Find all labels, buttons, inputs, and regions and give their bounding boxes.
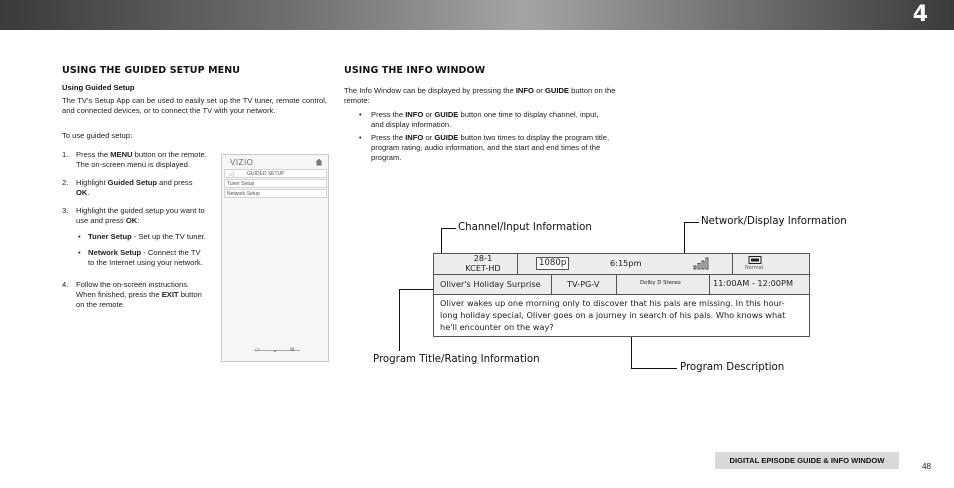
- tv-screen-illustration: [221, 154, 329, 362]
- callout-channel-input: Channel/Input Information: [458, 222, 592, 233]
- gear-icon: ⚙: [290, 347, 295, 353]
- sub-network-setup: • Network Setup - Connect the TV to the Internet using your network.: [78, 248, 203, 267]
- leader-channel-h: [441, 228, 456, 229]
- audio-format: Dolby D Stereo: [640, 280, 681, 286]
- tv-menu-topbar: [222, 155, 328, 169]
- vizio-logo: VIZIO: [230, 158, 254, 167]
- step-2: 2. Highlight Guided Setup and press OK.: [62, 178, 193, 197]
- info-window-heading: USING THE INFO WINDOW: [344, 65, 486, 76]
- program-rating: TV-PG-V: [567, 279, 600, 289]
- resolution-badge: 1080p: [536, 257, 569, 270]
- info-window-panel: [433, 253, 810, 337]
- guided-setup-intro: The TV's Setup App can be used to easily set up the TV tuner, remote control, and connected devices, or to connect the TV with your network.: [62, 96, 327, 115]
- info-window-bullets: [355, 107, 613, 163]
- home-icon: [315, 158, 323, 166]
- guided-setup-subheading: Using Guided Setup: [62, 83, 135, 92]
- tv-menu-footer: [254, 347, 300, 358]
- chapter-header-bar: [0, 0, 954, 30]
- callout-program-title-rating: Program Title/Rating Information: [373, 354, 540, 365]
- chapter-number: 4: [912, 2, 928, 27]
- guided-setup-heading: USING THE GUIDED SETUP MENU: [62, 65, 241, 76]
- to-use-guided-setup: To use guided setup:: [62, 131, 133, 140]
- leader-title-v: [399, 289, 400, 351]
- back-arrow-icon: ◁: [229, 172, 234, 178]
- leader-title-h: [399, 289, 435, 290]
- info-bullet-once: • Press the INFO or GUIDE button one time to display channel, input, and display information.: [359, 110, 599, 129]
- leader-network-h: [684, 222, 699, 223]
- info-row-channel: [434, 254, 809, 275]
- channel-info: 28-1 KCET-HD: [465, 253, 501, 273]
- callout-program-description: Program Description: [680, 362, 785, 373]
- picture-mode-icon: [748, 256, 762, 265]
- tv-menu-item-tuner-setup: Tuner Setup: [224, 179, 327, 188]
- program-time-range: 11:00AM - 12:00PM: [713, 278, 794, 288]
- tv-menu-item-network-setup: Network Setup: [224, 189, 327, 198]
- info-window-intro: The Info Window can be displayed by pressing the INFO or GUIDE button on the remote:: [344, 86, 616, 105]
- chevron-down-icon: ⌄: [272, 347, 278, 354]
- info-row-program: [434, 275, 809, 295]
- guided-setup-steps: [62, 150, 207, 318]
- step-1: 1. Press the MENU button on the remote. The on-screen menu is displayed.: [62, 150, 207, 169]
- callout-network-display: Network/Display Information: [701, 216, 847, 227]
- section-footer-tag: DIGITAL EPISODE GUIDE & INFO WINDOW: [715, 452, 899, 469]
- leader-desc-h: [631, 368, 677, 369]
- step-3: 3. Highlight the guided setup you want to use and press OK: • Tuner Setup - Set up the TV tuner. • Network Setup - Connect the TV to the Internet using your network.: [62, 206, 206, 267]
- program-description: Oliver wakes up one morning only to discover that his pals are missing. In this hour-long holiday special, Oliver goes on a journey in search of his pals. Who knows what he'll encounter on the way?: [440, 298, 786, 332]
- info-bullet-twice: • Press the INFO or GUIDE button two times to display the program title, program rating, audio information, and the start and end times of the program.: [359, 133, 610, 162]
- tv-menu-title-row: ◁ GUIDED SETUP: [224, 169, 327, 178]
- step-4: 4. Follow the on-screen instructions. When finished, press the EXIT button on the remote.: [62, 280, 202, 309]
- leader-network-v: [684, 222, 685, 256]
- sub-tuner-setup: • Tuner Setup - Set up the TV tuner.: [78, 232, 206, 241]
- signal-strength-icon: [693, 257, 709, 270]
- program-title: Oliver's Holiday Surprise: [440, 279, 541, 289]
- page-number: 48: [922, 462, 932, 471]
- current-time: 6:15pm: [610, 258, 642, 268]
- picture-mode-label: Normal: [745, 265, 764, 271]
- input-icon: ▭: [255, 347, 260, 353]
